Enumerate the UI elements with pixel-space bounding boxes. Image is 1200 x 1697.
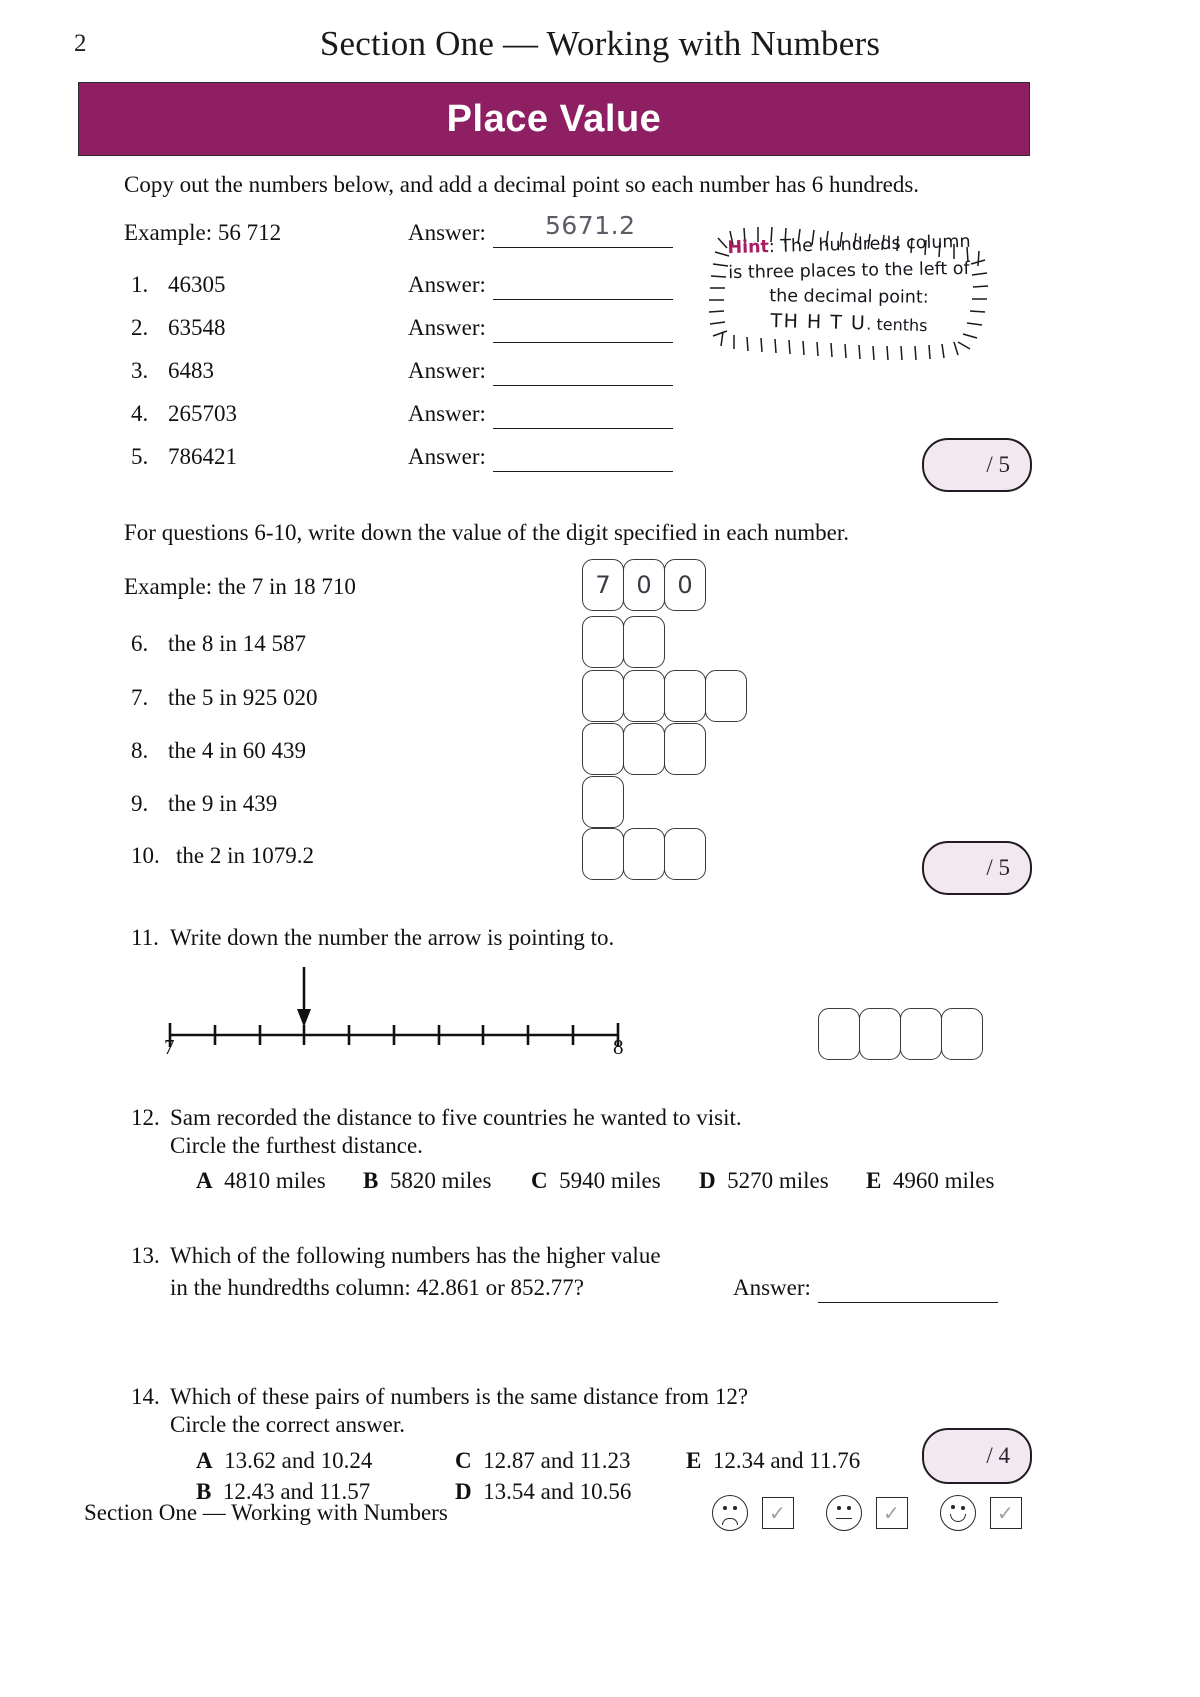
q12-option-e-letter: E [866, 1168, 882, 1193]
score-badge-part1 [922, 438, 1032, 492]
hint-box [700, 218, 990, 363]
part2-item-6-text: the 8 in 14 587 [168, 631, 306, 656]
page-number: 2 [74, 30, 87, 57]
digit-box[interactable] [818, 1008, 860, 1060]
q14-option-e-text: 12.34 and 11.76 [712, 1448, 861, 1473]
q14-option-d-letter: D [455, 1479, 472, 1504]
q13-number: 13. [131, 1243, 160, 1268]
q14-line-1: Which of these pairs of numbers is the same distance from 12? [170, 1384, 749, 1409]
q13-answer-rule[interactable] [818, 1302, 998, 1303]
part2-item-10-number: 10. [131, 843, 160, 868]
q12-option-b[interactable] [363, 1168, 491, 1194]
q14-option-e-letter: E [686, 1448, 702, 1473]
checkbox-happy[interactable] [990, 1497, 1022, 1529]
q12-option-d-text: 5270 miles [727, 1168, 829, 1193]
topic-title-bar [78, 82, 1030, 156]
part2-item-6-boxes[interactable] [582, 616, 664, 668]
section-header-title: Section One — Working with Numbers [319, 24, 881, 63]
q14-option-d[interactable] [455, 1479, 631, 1505]
part1-item-4-number: 4. [131, 401, 149, 426]
hint-place-columns: TH H T U [770, 309, 867, 335]
q12-option-b-text: 5820 miles [389, 1168, 492, 1193]
q14-option-c[interactable] [455, 1448, 630, 1474]
hint-line-3: the decimal point: [769, 286, 929, 308]
q11-number: 11. [131, 925, 159, 950]
eye-right [733, 1506, 737, 1510]
digit-box: 7 [582, 559, 624, 611]
mouth [950, 1514, 966, 1522]
q12-option-a-letter: A [196, 1168, 213, 1193]
page-title: Place Value [446, 97, 662, 140]
happy-face-icon [940, 1495, 976, 1531]
q14-option-c-letter: C [455, 1448, 472, 1473]
eye-left [951, 1505, 955, 1509]
digit-box[interactable] [664, 828, 706, 880]
number-line-start-label: 7 [164, 1035, 175, 1059]
digit-box[interactable] [582, 776, 624, 828]
score-badge-q14-value: / 4 [986, 1443, 1010, 1468]
part1-item-4-value: 265703 [168, 401, 237, 426]
part2-item-9-boxes[interactable] [582, 776, 623, 828]
check-icon: ✓ [997, 1501, 1014, 1525]
q14-line-2: Circle the correct answer. [170, 1412, 405, 1437]
digit-box[interactable] [941, 1008, 983, 1060]
part1-item-5-answer-rule[interactable] [493, 471, 673, 472]
hint-line-1-text: : The hundreds column [768, 231, 971, 258]
q12-line-1: Sam recorded the distance to five countries he wanted to visit. [170, 1105, 742, 1130]
q14-option-e[interactable] [686, 1448, 860, 1474]
digit-box[interactable] [623, 828, 665, 880]
q14-option-c-text: 12.87 and 11.23 [483, 1448, 631, 1473]
part1-item-3-value: 6483 [168, 358, 214, 383]
part1-item-3-answer-rule[interactable] [493, 385, 673, 386]
part1-example-answer-value: 5671.2 [545, 211, 636, 240]
mouth [722, 1518, 738, 1525]
part2-item-7-number: 7. [131, 685, 149, 710]
part1-item-3-number: 3. [131, 358, 149, 383]
digit-box[interactable] [664, 723, 706, 775]
part2-item-8-text: the 4 in 60 439 [168, 738, 306, 763]
part1-item-4-answer-rule[interactable] [493, 428, 673, 429]
eye-right [847, 1506, 851, 1510]
hint-text [724, 232, 974, 337]
q13-answer-label: Answer: [733, 1275, 811, 1300]
footer-section-label: Section One — Working with Numbers [84, 1500, 448, 1525]
digit-box[interactable] [582, 670, 624, 722]
part1-item-2-answer-rule[interactable] [493, 342, 673, 343]
q14-option-b-text: 12.43 and 11.57 [222, 1479, 371, 1504]
digit-box[interactable] [859, 1008, 901, 1060]
sad-face-icon [712, 1495, 748, 1531]
part2-item-10-boxes[interactable] [582, 828, 705, 880]
checkbox-sad[interactable] [762, 1497, 794, 1529]
part1-item-5-number: 5. [131, 444, 149, 469]
q12-option-a-text: 4810 miles [224, 1168, 326, 1193]
q12-option-c-text: 5940 miles [559, 1168, 661, 1193]
eye-right [961, 1506, 965, 1510]
eye-left [723, 1506, 727, 1510]
digit-box[interactable] [623, 670, 665, 722]
digit-box[interactable] [664, 670, 706, 722]
q11-text: Write down the number the arrow is pointing to. [170, 925, 615, 950]
hint-line-2: is three places to the left of [728, 258, 970, 284]
q14-option-b-letter: B [196, 1479, 212, 1504]
digit-box[interactable] [705, 670, 747, 722]
q14-number: 14. [131, 1384, 160, 1409]
q12-option-a[interactable] [196, 1168, 326, 1194]
digit-box[interactable] [623, 723, 665, 775]
q14-option-d-text: 13.54 and 10.56 [483, 1479, 632, 1504]
part2-item-9-text: the 9 in 439 [168, 791, 278, 816]
q12-option-e[interactable] [866, 1168, 994, 1194]
digit-box[interactable] [582, 828, 624, 880]
q12-option-b-letter: B [363, 1168, 379, 1193]
number-line-diagram [160, 965, 640, 1055]
number-line-end-label: 8 [613, 1035, 624, 1059]
part1-item-2-value: 63548 [168, 315, 226, 340]
part1-item-4-answer-label: Answer: [408, 401, 486, 426]
digit-box[interactable] [900, 1008, 942, 1060]
part2-item-7-boxes[interactable] [582, 670, 746, 722]
q12-option-e-text: 4960 miles [892, 1168, 995, 1193]
score-badge-part2 [922, 841, 1032, 895]
part1-instruction: Copy out the numbers below, and add a decimal point so each number has 6 hundreds. [124, 172, 920, 197]
score-badge-q14 [922, 1428, 1032, 1484]
digit-box[interactable] [623, 616, 665, 668]
part1-item-1-answer-rule[interactable] [493, 299, 673, 300]
eye-left [837, 1506, 841, 1510]
part1-item-1-number: 1. [131, 272, 149, 297]
part1-item-2-number: 2. [131, 315, 149, 340]
check-icon: ✓ [769, 1501, 786, 1525]
checkbox-neutral[interactable] [876, 1497, 908, 1529]
q13-line-2: in the hundredths column: 42.861 or 852.77? [170, 1275, 584, 1300]
q14-option-a-text: 13.62 and 10.24 [224, 1448, 373, 1473]
part1-item-3-answer-label: Answer: [408, 358, 486, 383]
q12-option-c[interactable] [531, 1168, 661, 1194]
part2-item-10-text: the 2 in 1079.2 [176, 843, 314, 868]
part2-item-9-number: 9. [131, 791, 149, 816]
digit-box: 0 [623, 559, 665, 611]
part2-item-6-number: 6. [131, 631, 149, 656]
q13-line-1: Which of the following numbers has the higher value [170, 1243, 661, 1268]
q11-answer-boxes[interactable] [818, 1008, 982, 1060]
q12-option-d-letter: D [699, 1168, 716, 1193]
q14-option-a[interactable] [196, 1448, 372, 1474]
self-assessment-neutral[interactable] [826, 1495, 908, 1531]
part2-example-boxes [582, 559, 705, 611]
digit-box: 0 [664, 559, 706, 611]
score-badge-part1-value: / 5 [986, 452, 1010, 477]
q14-option-a-letter: A [196, 1448, 213, 1473]
part2-item-8-number: 8. [131, 738, 149, 763]
part1-item-5-value: 786421 [168, 444, 237, 469]
hint-tenths-label: . tenths [866, 314, 928, 336]
hint-lead-label: Hint [727, 237, 770, 259]
check-icon: ✓ [883, 1501, 900, 1525]
part1-item-2-answer-label: Answer: [408, 315, 486, 340]
part2-example-label: Example: the 7 in 18 710 [124, 574, 356, 599]
arrow-icon [297, 967, 311, 1027]
q12-number: 12. [131, 1105, 160, 1130]
digit-box[interactable] [582, 616, 624, 668]
part2-item-7-text: the 5 in 925 020 [168, 685, 318, 710]
neutral-face-icon [826, 1495, 862, 1531]
part1-example-answer-rule [493, 247, 673, 248]
part1-item-1-value: 46305 [168, 272, 226, 297]
part1-example-answer-label: Answer: [408, 220, 486, 245]
self-assessment-happy[interactable] [940, 1495, 1022, 1531]
digit-box[interactable] [582, 723, 624, 775]
part2-item-8-boxes[interactable] [582, 723, 705, 775]
hint-line-4 [724, 307, 975, 341]
q12-option-d[interactable] [699, 1168, 829, 1194]
part1-item-1-answer-label: Answer: [408, 272, 486, 297]
self-assessment-sad[interactable] [712, 1495, 794, 1531]
mouth [836, 1518, 852, 1519]
q12-option-c-letter: C [531, 1168, 548, 1193]
part1-item-5-answer-label: Answer: [408, 444, 486, 469]
part2-instruction: For questions 6-10, write down the value of the digit specified in each number. [124, 520, 849, 545]
score-badge-part2-value: / 5 [986, 855, 1010, 880]
q12-line-2: Circle the furthest distance. [170, 1133, 423, 1158]
part1-example-label: Example: 56 712 [124, 220, 282, 245]
